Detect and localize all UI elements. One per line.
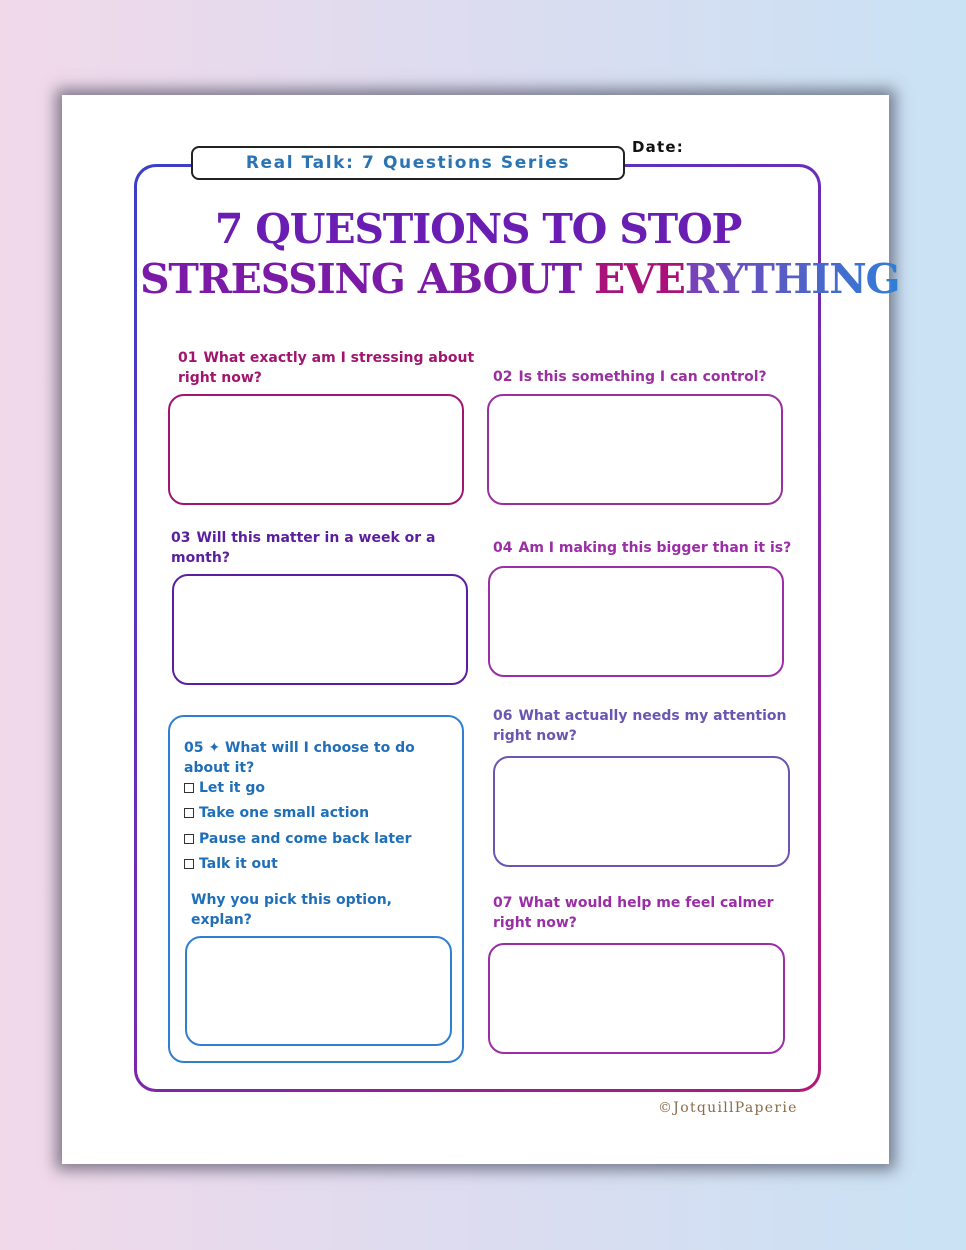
question-number: 05 (184, 740, 204, 756)
question-05 (184, 738, 424, 778)
question-text: Is this something I can control? (518, 369, 767, 385)
question-number: 02 (493, 369, 513, 385)
date-label: Date: (632, 138, 684, 156)
question-number: 06 (493, 708, 513, 724)
answer-box-07[interactable] (488, 943, 785, 1054)
question-text: What would help me feel calmer right now? (493, 895, 774, 931)
question-number: 01 (178, 350, 198, 366)
title-part-a: STRESSING ABOUT (140, 255, 594, 303)
question-01 (178, 348, 478, 388)
question-04 (493, 538, 793, 558)
question-06 (493, 706, 798, 746)
answer-box-06[interactable] (493, 756, 790, 867)
sparkle-icon: ✦ (208, 740, 221, 756)
question-text: What actually needs my attention right now? (493, 708, 787, 744)
option-pause[interactable] (184, 831, 411, 847)
option-label: Take one small action (199, 805, 370, 821)
checkbox-icon[interactable] (184, 834, 194, 844)
option-label: Talk it out (199, 856, 278, 872)
option-label: Let it go (199, 780, 265, 796)
title-part-b: EVE (593, 255, 685, 303)
option-let-it-go[interactable] (184, 780, 265, 796)
option-talk-it-out[interactable] (184, 856, 278, 872)
checkbox-icon[interactable] (184, 808, 194, 818)
page-title-line1: 7 QUESTIONS TO STOP (214, 205, 742, 253)
title-part-c: RYTHING (684, 255, 900, 303)
question-text: What will I choose to do about it? (184, 740, 415, 776)
question-text: What exactly am I stressing about right now? (178, 350, 475, 386)
question-03 (171, 528, 456, 568)
question-07 (493, 893, 793, 933)
checkbox-icon[interactable] (184, 859, 194, 869)
series-label: Real Talk: 7 Questions Series (191, 146, 625, 180)
answer-box-05[interactable] (185, 936, 452, 1046)
question-text: Will this matter in a week or a month? (171, 530, 436, 566)
option-label: Pause and come back later (199, 831, 412, 847)
answer-box-01[interactable] (168, 394, 464, 505)
copyright-text: ©JotquillPaperie (658, 1100, 798, 1116)
answer-box-02[interactable] (487, 394, 783, 505)
question-number: 07 (493, 895, 513, 911)
followup-prompt: Why you pick this option, explan? (191, 892, 392, 928)
question-text: Am I making this bigger than it is? (518, 540, 792, 556)
answer-box-03[interactable] (172, 574, 468, 685)
question-number: 04 (493, 540, 513, 556)
checkbox-icon[interactable] (184, 783, 194, 793)
question-02 (493, 367, 793, 387)
option-small-action[interactable] (184, 805, 369, 821)
question-number: 03 (171, 530, 191, 546)
page-title-line2 (140, 255, 900, 303)
answer-box-04[interactable] (488, 566, 784, 677)
